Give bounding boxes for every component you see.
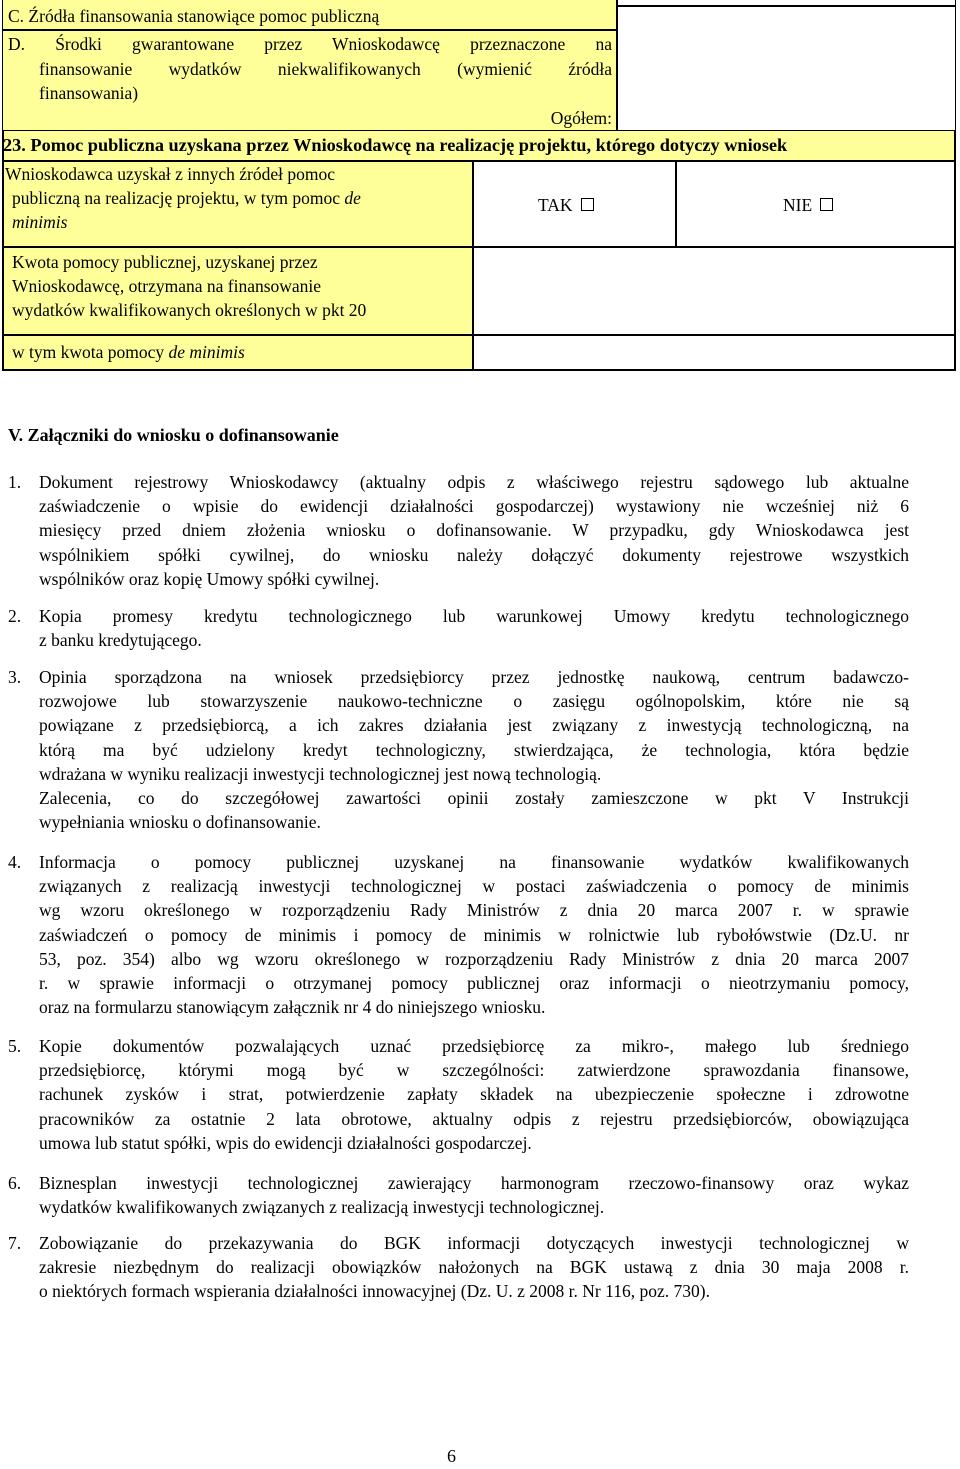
yes-option[interactable] (538, 193, 594, 218)
total-amount-input[interactable] (618, 7, 954, 129)
amount-input[interactable] (474, 248, 954, 334)
attachment-line: Dokument rejestrowy Wnioskodawcy (aktualny odpis z właściwego rejestru sądowego lub aktualne (39, 472, 909, 492)
attachment-line: zakresie niezbędnym do realizacji obowiązków nałożonych na BGK ustawą z dnia 30 maja 2008 r. (39, 1257, 909, 1278)
attachment-line: wg wzoru określonego w rozporządzeniu Rady Ministrów z dnia 20 marca 2007 r. w sprawie (39, 900, 909, 921)
no-option[interactable] (783, 193, 833, 218)
row-d-line: finansowanie wydatków niekwalifikowanych (wymienić źródła (39, 58, 612, 79)
yes-label: TAK (538, 195, 573, 215)
attachment-line: Informacja o pomocy publicznej uzyskanej na finansowanie wydatków kwalifikowanych (39, 852, 909, 872)
page-number: 6 (447, 1446, 456, 1466)
row2-line: Wnioskodawcę, otrzymana na finansowanie (12, 276, 322, 296)
attachment-text (39, 665, 909, 834)
attachment-line: wdrażana w wyniku realizacji inwestycji technologicznej jest nową technologią. (39, 763, 602, 784)
row2-line: Kwota pomocy publicznej, uzyskanej przez (12, 252, 318, 272)
row3-italic: de minimis (168, 342, 245, 362)
row3-text: w tym kwota pomocy (12, 342, 165, 362)
attachment-line: Zalecenia, co do szczegółowej zawartości opinii zostały zamieszczone w pkt V Instrukcji (39, 787, 909, 808)
attachment-line: wspólnikiem spółki cywilnej, do wniosku należy dołączyć dokumenty rejestrowe wszystkich (39, 544, 909, 565)
attachment-text (39, 470, 909, 591)
attachment-line: przedsiębiorcę, którymi mogą być w szczególności: zatwierdzone sprawozdania finansowe, (39, 1060, 909, 1081)
total-label: Ogółem: (550, 108, 612, 128)
attachment-line: Biznesplan inwestycji technologicznej zawierający harmonogram rzeczowo-finansowy oraz wykaz (39, 1173, 909, 1193)
row1-line2 (12, 186, 361, 211)
attachment-line: Opinia sporządzona na wniosek przedsiębiorcy przez jednostkę naukową, centrum badawczo- (39, 667, 909, 687)
row-d-line: D. Środki gwarantowane przez Wnioskodawcę przeznaczone na (8, 34, 612, 54)
attachment-number: 7. (8, 1233, 22, 1253)
grid-line (2, 160, 956, 162)
attachment-line: zaświadczeń o pomocy de minimis i pomocy de minimis w rolnictwie lub rybołówstwie (Dz.U. nr (39, 924, 909, 945)
section23-heading: 23. Pomoc publiczna uzyskana przez Wnioskodawcę na realizację projektu, którego dotyczy wniosek (3, 135, 788, 155)
attachment-number: 6. (8, 1173, 22, 1193)
row1-italic: de (344, 188, 361, 208)
attachment-text (39, 1231, 909, 1304)
attachment-line: rachunek zysków i strat, potwierdzenie zapłaty składek na ubezpieczenie społeczne i zdrowotne (39, 1084, 909, 1105)
no-checkbox[interactable] (820, 198, 833, 211)
attachment-line: pracowników za ostatnie 2 lata obrotowe, aktualny odpis z rejestru przedsiębiorców, obowiązująca (39, 1108, 909, 1129)
no-label: NIE (783, 195, 813, 215)
attachment-line: miesięcy przed dniem złożenia wniosku o dofinansowanie. W przypadku, gdy Wnioskodawca jest (39, 520, 909, 541)
grid-line (675, 160, 677, 247)
row1-line: Wnioskodawca uzyskał z innych źródeł pomoc (5, 164, 335, 184)
attachment-number: 2. (8, 606, 22, 626)
attachment-number: 5. (8, 1036, 22, 1056)
attachment-line: 53, poz. 354) albo wg wzoru określonego w rozporządzeniu Rady Ministrów z dnia 20 marca 2007 (39, 948, 909, 969)
attachments-title: V. Załączniki do wniosku o dofinansowanie (8, 425, 339, 445)
attachment-number: 3. (8, 667, 22, 687)
de-minimis-amount-input[interactable] (474, 336, 954, 369)
row1-italic2: minimis (12, 212, 68, 232)
attachment-text (39, 1034, 909, 1155)
attachment-text (39, 1171, 909, 1219)
row3-label (12, 340, 245, 365)
table-row-divider (2, 29, 617, 31)
row1-line2-text: publiczną na realizację projektu, w tym pomoc (12, 188, 340, 208)
attachment-line: Zobowiązanie do przekazywania do BGK informacji dotyczących inwestycji technologicznej w (39, 1233, 909, 1253)
row-d-line: finansowania) (39, 83, 139, 103)
attachment-number: 4. (8, 852, 22, 872)
attachment-line: wydatków kwalifikowanych związanych z realizacją inwestycji technologicznej. (39, 1197, 605, 1218)
attachment-line: umowa lub statut spółki, wpis do ewidencji działalności gospodarczej. (39, 1132, 532, 1153)
attachment-number: 1. (8, 472, 22, 492)
attachment-line: wspólników oraz kopię Umowy spółki cywilnej. (39, 568, 380, 589)
attachment-line: powiązane z przedsiębiorcą, a ich zakres działania jest związany z inwestycją technologiczną, na (39, 715, 909, 736)
attachment-line: z banku kredytującego. (39, 630, 202, 651)
attachment-text (39, 604, 909, 652)
row2-line: wydatków kwalifikowanych określonych w pkt 20 (12, 300, 367, 320)
attachment-text (39, 850, 909, 1019)
attachment-line: rozwojowe lub stowarzyszenie naukowo-techniczne o zasięgu ogólnopolskim, które nie są (39, 691, 909, 712)
row-d-label (8, 32, 612, 106)
attachment-line: r. w sprawie informacji o otrzymanej pomocy publicznej oraz informacji o nieotrzymaniu pomocy, (39, 972, 909, 993)
attachment-line: oraz na formularzu stanowiącym załącznik nr 4 do niniejszego wniosku. (39, 997, 546, 1018)
yes-checkbox[interactable] (581, 198, 594, 211)
attachment-line: o niektórych formach wspierania działalności innowacyjnej (Dz. U. z 2008 r. Nr 116, poz. 730). (39, 1281, 710, 1302)
attachment-line: wypełniania wniosku o dofinansowanie. (39, 812, 321, 833)
attachment-line: Kopie dokumentów pozwalających uznać przedsiębiorcę za mikro-, małego lub średniego (39, 1036, 909, 1056)
attachment-line: związanych z realizacją inwestycji technologicznej w postaci zaświadczenia o pomocy de minimis (39, 876, 909, 897)
attachment-line: zaświadczenie o wpisie do ewidencji działalności gospodarczej) wystawiony nie wcześniej niż 6 (39, 496, 909, 517)
row-c-label: C. Źródła finansowania stanowiące pomoc publiczną (8, 6, 380, 26)
grid-line (2, 369, 956, 371)
attachment-line: Kopia promesy kredytu technologicznego lub warunkowej Umowy kredytu technologicznego (39, 606, 909, 626)
attachment-line: którą ma być udzielony kredyt technologiczny, stwierdzająca, że technologia, która będzie (39, 739, 909, 760)
